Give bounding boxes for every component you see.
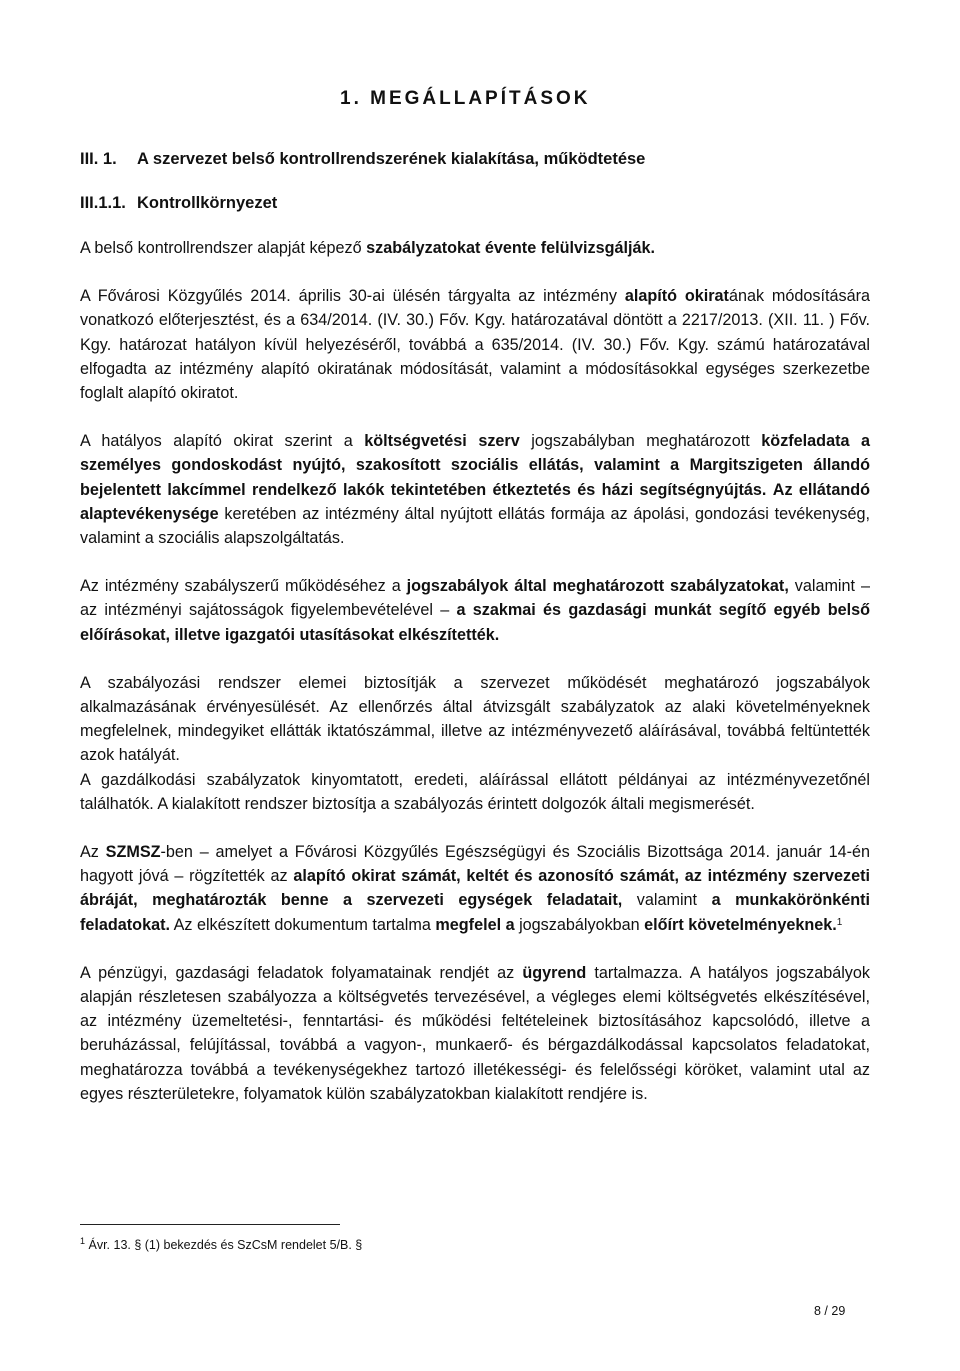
text-run: valamint – az intézményi sajátosságok figyelembevételével – xyxy=(80,577,870,620)
text-run: Az xyxy=(80,843,106,862)
text-run: valamint xyxy=(622,891,712,910)
subsection-title: Kontrollkörnyezet xyxy=(137,194,278,212)
text-run: Az intézmény szabályszerű működéséhez a xyxy=(80,577,407,596)
paragraph-3 xyxy=(80,429,870,550)
page-number: 8 / 29 xyxy=(814,1304,846,1318)
bold-run: a szakmai és gazdasági munkát segítő egyéb belső előírásokat, illetve igazgatói utasításokat elkészítették. xyxy=(80,601,870,644)
text-run: A pénzügyi, gazdasági feladatok folyamatainak rendjét az xyxy=(80,963,523,982)
footnote-ref[interactable]: 1 xyxy=(836,916,843,928)
paragraph-2 xyxy=(80,284,870,405)
bold-run: a munkakörönkénti feladatokat. xyxy=(80,891,870,934)
paragraph-5: A szabályozási rendszer elemei biztosítják a szervezet működését meghatározó jogszabályok alkalmazásának érvényesülését. Az ellenőrzés által átvizsgált szabályzatok az alaki követelményeknek megfelelnek, mindegyiket ellátták iktatószámmal, illetve az intézményvezető aláírásával, továbbá feltüntették azok hatályát. xyxy=(80,673,870,765)
text-run: jogszabályban meghatározott xyxy=(519,432,762,451)
bold-run: közfeladata a személyes gondoskodást nyújtó, szakosított szociális ellátás, valamint a Margitszigeten állandó bejelentett lakcímmel rendelkező lakók tekintetében étkeztetés és házi segítségnyújtás. xyxy=(80,432,870,499)
bold-run: Az ellátandó alaptevékenysége xyxy=(80,480,870,523)
text-run: tartalmazza. A hatályos jogszabályok alapján részletesen szabályozza a költségvetés tervezésével, a végleges elemi költségvetés elkészítésével, az intézmény üzemeltetési-, fenntartási- és működési feltételeinek biztosításához kapcsolódó, illetve a beruházással, felújítással, továbbá a vagyon-, munkaerő- és bérgazdálkodással kapcsolatos feladatokat, meghatározza továbbá a tevékenységekhez tartozó illetékességi- és felelősségi köröket, valamint utal az egyes részterületekre, folyamatok külön szabályzatokban kialakított rendjére is. xyxy=(80,963,870,1103)
subsection-heading xyxy=(80,194,277,213)
text-run: jogszabályokban xyxy=(514,915,645,934)
paragraph-6: A gazdálkodási szabályzatok kinyomtatott, eredeti, aláírással ellátott példányai az intézményvezetőnél találhatók. A kialakított rendszer biztosítja a szabályozás érintett dolgozók általi megismerését. xyxy=(80,770,870,813)
body-text xyxy=(80,236,870,1106)
page-title: 1. MEGÁLLAPÍTÁSOK xyxy=(340,88,591,109)
footnote-text: Ávr. 13. § (1) bekezdés és SzCsM rendelet 5/B. § xyxy=(85,1238,363,1252)
text-run: ának módosítására vonatkozó előterjesztést, és a 634/2014. (IV. 30.) Főv. Kgy. határozatával döntött a 2217/2013. (XII. 11. ) Főv. Kgy. határozat hatályon kívül helyezéséről, továbbá a 635/2014. (IV. 30.) Főv. Kgy. számú határozatával elfogadta az intézmény alapító okiratának módosítását, valamint a módosításokkal egységes szerkezetbe foglalt alapító okiratot. xyxy=(80,287,870,403)
paragraph-8 xyxy=(80,961,870,1106)
bold-run: SZMSZ xyxy=(105,843,161,862)
paragraph-7 xyxy=(80,840,870,937)
bold-run: ügyrend xyxy=(522,963,587,982)
text-run: A belső kontrollrendszer alapját képező xyxy=(80,239,367,257)
text-run: keretében az intézmény által nyújtott ellátás formája az ápolási, gondozási tevékenység, valamint a szociális alapszolgáltatás. xyxy=(80,504,870,548)
text-run: A hatályos alapító okirat szerint a xyxy=(80,432,365,451)
footnote-divider xyxy=(80,1224,340,1225)
subsection-number: III.1.1. xyxy=(80,194,126,212)
bold-run: alapító okirat xyxy=(624,287,729,306)
paragraph-4 xyxy=(80,574,870,647)
text-run: A Fővárosi Közgyűlés 2014. április 30-ai ülésén tárgyalta az intézmény xyxy=(80,287,625,306)
footnote-mark: 1 xyxy=(80,1236,86,1246)
bold-run: alapító okirat számát, keltét és azonosító számát, az intézmény szervezeti ábráját, meghatározták benne a szervezeti egységek feladatait, xyxy=(80,867,870,910)
section-title: A szervezet belső kontrollrendszerének kialakítása, működtetése xyxy=(137,150,646,168)
paragraph-1 xyxy=(80,236,870,260)
section-number: III. 1. xyxy=(80,150,117,168)
section-heading xyxy=(80,150,645,169)
bold-run: szabályzatokat évente felülvizsgálják. xyxy=(366,239,655,257)
bold-run: megfelel a xyxy=(435,915,515,934)
bold-run: jogszabályok által meghatározott szabályzatokat, xyxy=(406,577,789,596)
bold-run: költségvetési szerv xyxy=(364,432,520,451)
footnote xyxy=(80,1238,362,1252)
text-run: -ben – amelyet a Fővárosi Közgyűlés Egészségügyi és Szociális Bizottsága 2014. január 14-én hagyott jóvá – rögzítették az xyxy=(80,843,870,886)
text-run: Az elkészített dokumentum tartalma xyxy=(169,915,436,934)
bold-run: előírt követelményeknek. xyxy=(644,915,837,934)
